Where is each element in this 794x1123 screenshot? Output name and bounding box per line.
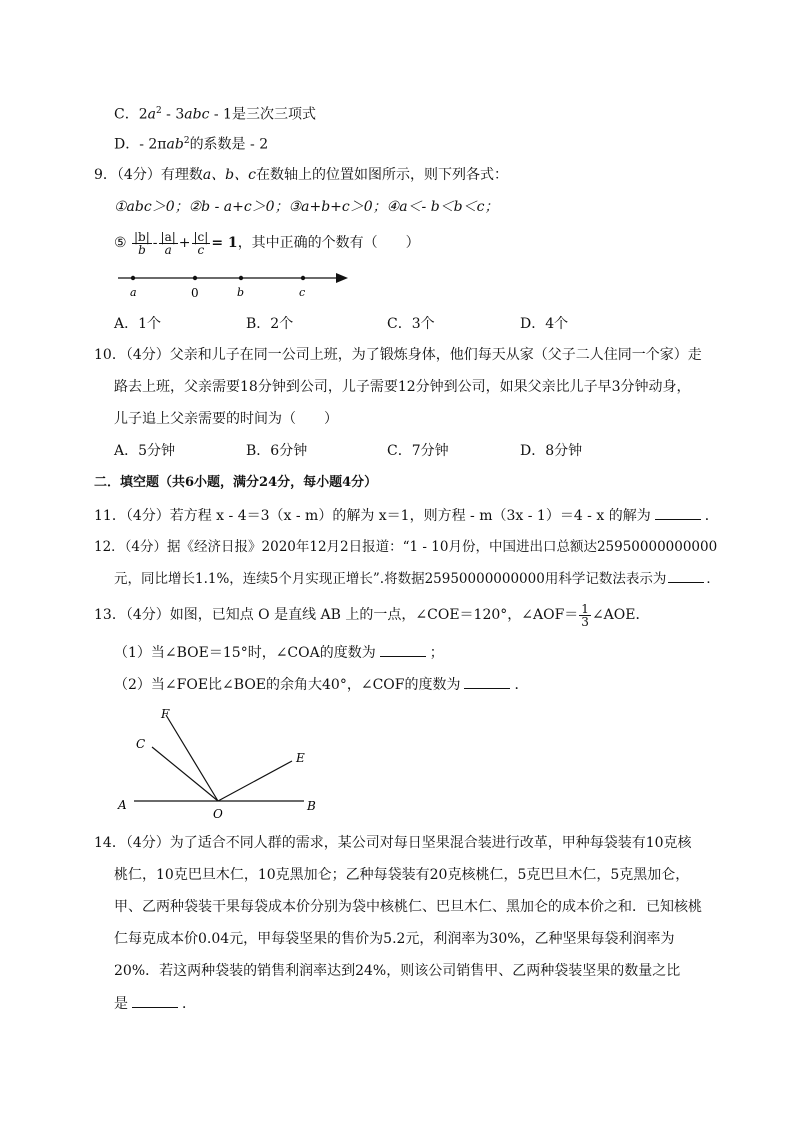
fraction-a: $\frac{|a|}{a}$	[160, 229, 176, 257]
q14-line-2: 桃仁，10克巴旦木仁，10克黑加仑；乙种每袋装有20克核桃仁，5克巴旦木仁，5克黑加仑，	[114, 867, 690, 883]
q9-option-c[interactable]: C．3个	[387, 316, 435, 332]
q12-line-1: 12．（4分）据《经济日报》2020年12月2日报道：“1 - 10月份，中国进出口总额达25950000000000	[94, 539, 718, 555]
q9-option-b[interactable]: B．2个	[246, 316, 294, 332]
point-label-c: C	[136, 737, 146, 751]
q13-sub1-answer-blank[interactable]	[380, 642, 426, 657]
q10-option-b[interactable]: B．6分钟	[246, 443, 308, 459]
point-label-o: O	[213, 807, 223, 821]
point-label-f: F	[161, 707, 170, 721]
q14-line-4: 仁每克成本价0.04元，甲每袋坚果的售价为5.2元，利润率为30%，乙种坚果每袋利润率为	[114, 931, 675, 947]
angle-figure	[110, 703, 330, 823]
q14-line-1: 14．（4分）为了适合不同人群的需求，某公司对每日坚果混合装进行改革，甲种每袋装有10克核	[94, 835, 692, 851]
q10-line-2: 路去上班，父亲需要18分钟到公司，儿子需要12分钟到公司，如果父亲比儿子早3分钟动身，	[114, 379, 691, 395]
q9-option-d[interactable]: D．4个	[520, 316, 569, 332]
q10-line-1: 10．（4分）父亲和儿子在同一公司上班，为了锻炼身体，他们每天从家（父子二人住同一个家）走	[94, 347, 702, 363]
q13-stem: 13．（4分）如图，已知点 O 是直线 AB 上的一点，∠COE＝120°，∠AOF＝ $\frac{1}{3}$ ∠AOE．	[94, 601, 650, 629]
q14-line-5: 20%．若这两种袋装的销售利润率达到24%，则该公司销售甲、乙两种袋装坚果的数量之比	[114, 963, 681, 979]
fraction-c: $\frac{|c|}{c}$	[193, 229, 209, 257]
point-label-b: B	[307, 799, 316, 813]
section-2-title: 二．填空题（共6小题，满分24分，每小题4分）	[94, 475, 378, 490]
q12-answer-blank[interactable]	[668, 568, 704, 583]
q14-line-3: 甲、乙两种袋装干果每袋成本价分别为袋中核桃仁、巴旦木仁、黑加仑的成本价之和．已知核桃	[114, 899, 702, 915]
axis-label-a: a	[130, 286, 137, 299]
fraction-b: $\frac{|b|}{b}$	[134, 229, 150, 257]
q10-option-a[interactable]: A．5分钟	[114, 443, 176, 459]
q10-line-3: 儿子追上父亲需要的时间为（ ）	[114, 411, 338, 427]
point-label-e: E	[296, 751, 305, 765]
axis-label-b: b	[237, 286, 245, 299]
q8-option-d: D．- 2πab$^2$的系数是 - 2	[114, 136, 269, 153]
axis-label-c: c	[299, 286, 306, 299]
q9-option-a[interactable]: A．1个	[114, 316, 162, 332]
q14-answer-blank[interactable]	[132, 993, 178, 1008]
q9-stem: 9．（4分）有理数a、b、c在数轴上的位置如图所示，则下列各式：	[94, 167, 508, 183]
q13-sub2-answer-blank[interactable]	[464, 674, 510, 689]
q10-option-c[interactable]: C．7分钟	[387, 443, 449, 459]
q12-line-2: 元，同比增长1.1%，连续5个月实现正增长”.将数据25950000000000用科学记数法表示为 ．	[114, 568, 720, 589]
q11-text: 11．（4分）若方程 x - 4＝3（x - m）的解为 x＝1，则方程 - m（3x - 1）＝4 - x 的解为 ．	[94, 505, 719, 526]
q11-answer-blank[interactable]	[655, 505, 701, 520]
q13-sub-2: （2）当∠FOE比∠BOE的余角大40°，∠COF的度数为 ．	[114, 674, 528, 695]
q9-statements: ①abc＞0；②b - a+c＞0；③a+b+c＞0；④a＜- b＜b＜c；	[114, 199, 499, 215]
q13-sub-1: （1）当∠BOE＝15°时，∠COA的度数为 ；	[114, 642, 444, 663]
number-line-figure	[110, 266, 360, 302]
q10-option-d[interactable]: D．8分钟	[520, 443, 583, 459]
point-label-a: A	[118, 798, 127, 812]
fraction-one-third: $\frac{1}{3}$	[581, 601, 589, 629]
q14-line-6: 是 ．	[114, 993, 196, 1014]
axis-label-0: 0	[191, 286, 199, 300]
q9-statement-5: ⑤ $\frac{|b|}{b}$ - $\frac{|a|}{a}$ + $\frac{|c|}{c}$ = 1，其中正确的个数有（ ）	[114, 229, 420, 257]
q8-option-c: C．$2a^2 - 3abc - 1$是三次三项式	[114, 106, 316, 123]
